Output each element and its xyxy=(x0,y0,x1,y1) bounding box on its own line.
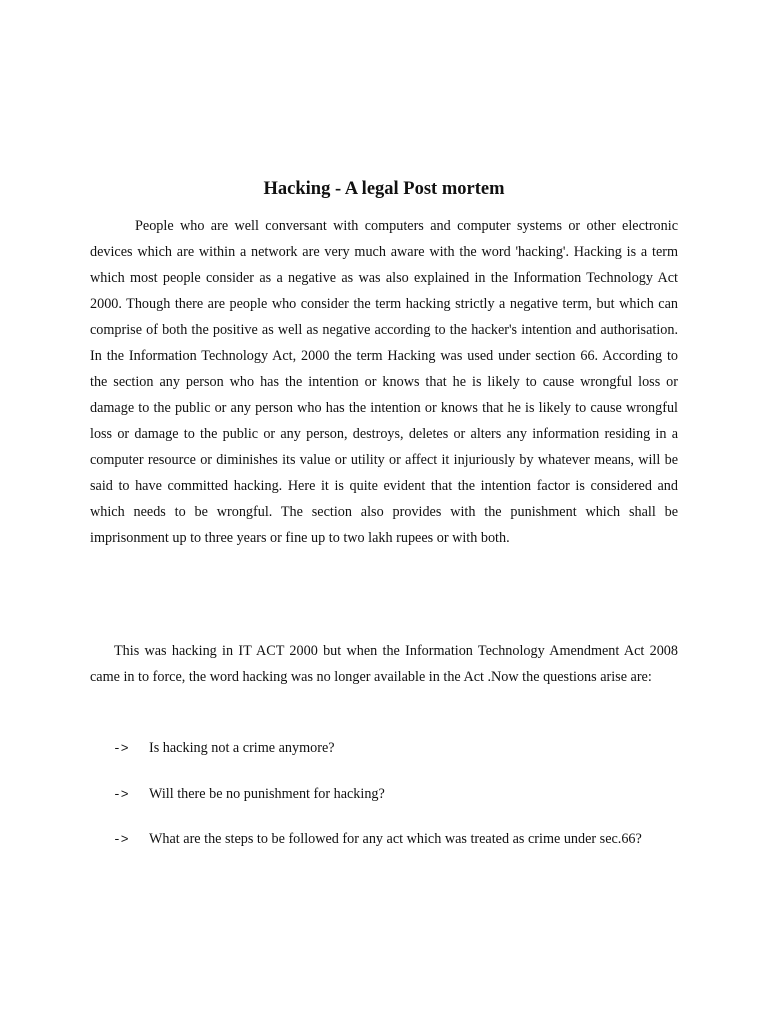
document-title: Hacking - A legal Post mortem xyxy=(263,179,505,199)
arrow-bullet-icon: -> xyxy=(113,832,129,847)
question-item xyxy=(113,783,713,806)
question-item xyxy=(113,737,713,760)
question-text: Is hacking not a crime anymore? xyxy=(149,740,335,756)
question-text: What are the steps to be followed for any act which was treated as crime under sec.66? xyxy=(149,831,642,847)
paragraph-amendment: This was hacking in IT ACT 2000 but when the Information Technology Amendment Act 2008 came in to force, the word hacking was no longer available in the Act .Now the questions arise are: xyxy=(90,643,678,685)
question-text: Will there be no punishment for hacking? xyxy=(149,786,385,802)
paragraph-intro: People who are well conversant with computers and computer systems or other electronic devices which are within a network are very much aware with the word 'hacking'. Hacking is a term which most people consider as a negative as was also explained in the Information Technology Act 2000. Though there are people who consider the term hacking strictly a negative term, but which can comprise of both the positive as well as negative according to the hacker's intention and authorisation. In the Information Technology Act, 2000 the term Hacking was used under section 66. According to the section any person who has the intention or knows that he is likely to cause wrongful loss or damage to the public or any person who has the intention or knows that he is likely to cause wrongful loss or damage to the public or any person, destroys, deletes or alters any information residing in a computer resource or diminishes its value or utility or affect it injuriously by whatever means, will be said to have committed hacking. Here it is quite evident that the intention factor is considered and which needs to be wrongful. The section also provides with the punishment which shall be imprisonment up to three years or fine up to two lakh rupees or with both. xyxy=(90,218,678,546)
arrow-bullet-icon: -> xyxy=(113,741,129,756)
arrow-bullet-icon: -> xyxy=(113,787,129,802)
question-item xyxy=(113,828,713,851)
